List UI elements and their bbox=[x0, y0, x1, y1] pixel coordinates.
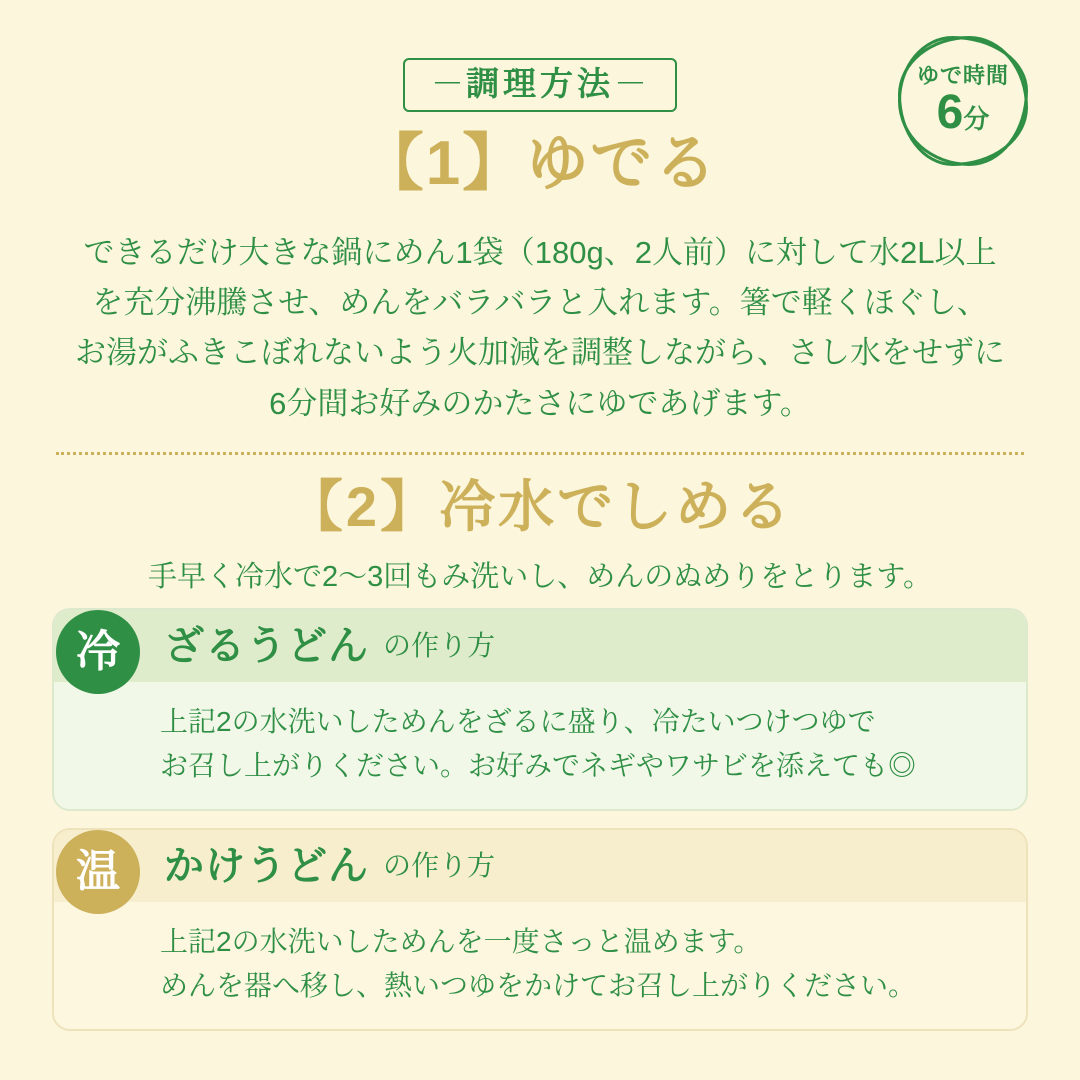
recipe-hot-line-1: 上記2の水洗いしためんを一度さっと温めます。 bbox=[160, 926, 762, 957]
step-2-title: 【2】冷水でしめる bbox=[286, 475, 794, 538]
recipe-body-hot bbox=[54, 902, 1026, 1029]
boil-time-number: 6 bbox=[936, 86, 964, 139]
section-divider bbox=[56, 452, 1024, 455]
recipe-cold-line-2: お召し上がりください。お好みでネギやワサビを添えても◎ bbox=[160, 749, 917, 781]
method-title-badge bbox=[403, 58, 677, 112]
recipe-suffix-cold: の作り方 bbox=[383, 630, 496, 661]
boil-time-unit: 分 bbox=[963, 104, 990, 134]
step-1-line-1: できるだけ大きな鍋にめん1袋（180g、2人前）に対して水2L以上 bbox=[83, 235, 997, 270]
recipe-cold-line-1: 上記2の水洗いしためんをざるに盛り、冷たいつけつゆで bbox=[160, 706, 876, 737]
recipe-card-hot bbox=[52, 828, 1028, 1031]
recipe-block-cold bbox=[52, 608, 1028, 811]
recipe-hot-line-2: めんを器へ移し、熱いつゆをかけてお召し上がりください。 bbox=[160, 969, 917, 1001]
recipe-suffix-hot: の作り方 bbox=[383, 850, 496, 881]
step-1-line-3: お湯がふきこぼれないよう火加減を調整しながら、さし水をせずに bbox=[75, 335, 1005, 371]
step-1-title: 【1】ゆでる bbox=[361, 129, 719, 198]
step-1-line-4: 6分間お好みのかたさにゆであげます。 bbox=[269, 385, 811, 421]
recipe-marker-hot-icon: 温 bbox=[56, 830, 140, 914]
recipe-header-cold bbox=[54, 610, 1026, 682]
recipe-header-hot bbox=[54, 830, 1026, 902]
boil-time-label: ゆで時間 bbox=[916, 63, 1009, 88]
recipe-block-hot bbox=[52, 828, 1028, 1031]
method-title-dash-left: － bbox=[431, 65, 466, 102]
recipe-name-cold: ざるうどん bbox=[164, 624, 369, 668]
method-title-text: 調理方法 bbox=[466, 65, 614, 102]
step-1-line-2: を充分沸騰させ、めんをバラバラと入れます。箸で軽くほぐし、 bbox=[92, 285, 988, 321]
step-2-subtitle: 手早く冷水で2〜3回もみ洗いし、めんのぬめりをとります。 bbox=[148, 561, 932, 593]
recipe-card-cold bbox=[52, 608, 1028, 811]
recipe-body-cold bbox=[54, 682, 1026, 809]
recipe-marker-cold-icon: 冷 bbox=[56, 610, 140, 694]
recipe-name-hot: かけうどん bbox=[164, 844, 369, 888]
method-title-dash-right: － bbox=[614, 65, 649, 102]
step-1-body bbox=[50, 228, 1030, 429]
